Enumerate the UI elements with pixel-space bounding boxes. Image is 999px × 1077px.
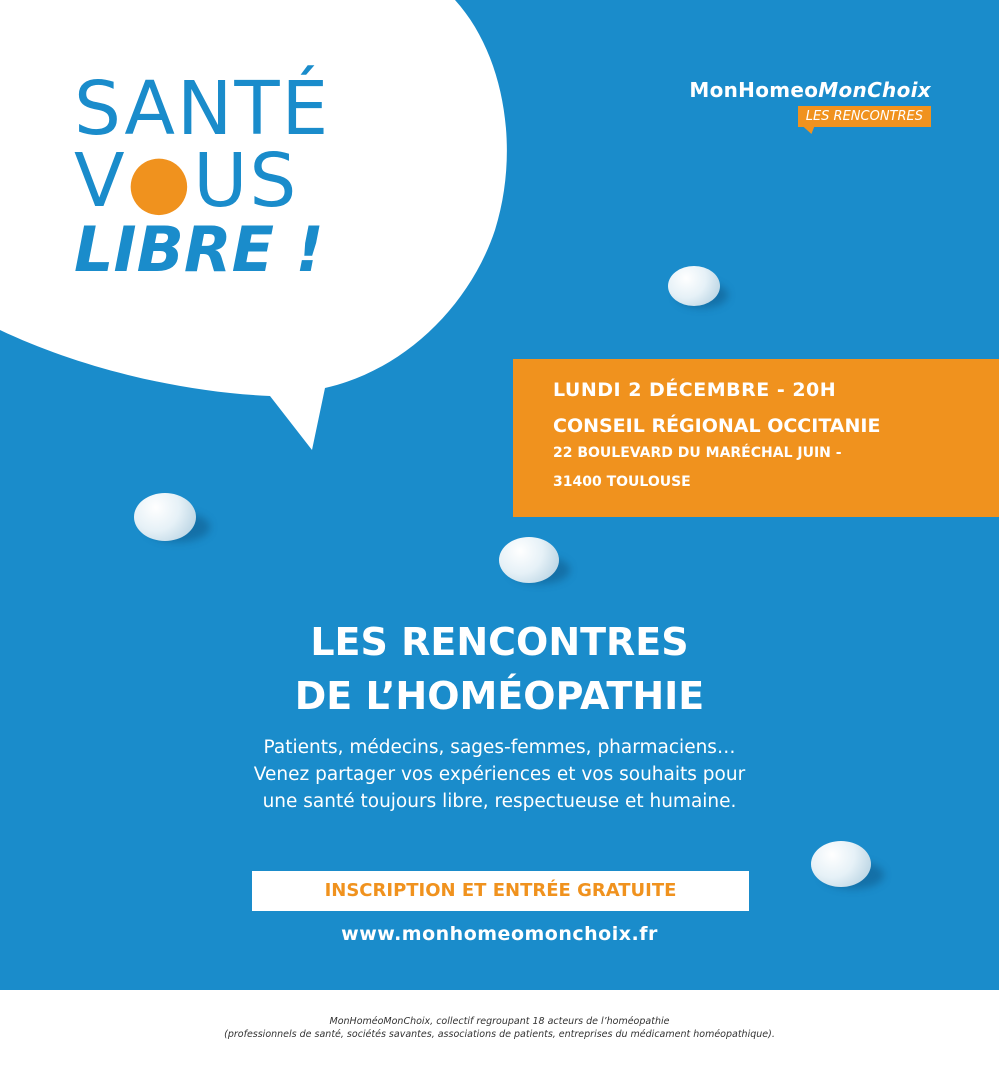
event-venue: CONSEIL RÉGIONAL OCCITANIE <box>553 415 881 437</box>
orange-o-dot: ● <box>126 138 194 224</box>
title-vous: V●US <box>74 138 299 224</box>
main-title <box>74 66 331 286</box>
event-address-line2: 31400 TOULOUSE <box>553 474 691 490</box>
title-libre: LIBRE ! <box>74 213 324 286</box>
headline-line1: LES RENCONTRES <box>310 620 689 664</box>
brand-name: MonHomeoMonChoix <box>689 78 931 102</box>
event-date-time: LUNDI 2 DÉCEMBRE - 20H <box>553 379 837 401</box>
pill-ball <box>134 493 196 541</box>
headline <box>0 615 999 723</box>
event-address-line1: 22 BOULEVARD DU MARÉCHAL JUIN - <box>553 445 842 461</box>
pill-ball <box>668 266 720 306</box>
pill-ball <box>811 841 871 887</box>
description-line: une santé toujours libre, respectueuse et humaine. <box>262 791 737 812</box>
footer-line: (professionnels de santé, sociétés savantes, associations de patients, entreprises du médicament homéopathique). <box>224 1029 775 1040</box>
website-link[interactable]: www.monhomeomonchoix.fr <box>341 923 658 945</box>
headline-line2: DE L’HOMÉOPATHIE <box>294 674 705 718</box>
title-sante: SANTÉ <box>74 66 331 152</box>
footer-note <box>0 1015 999 1041</box>
description-line: Patients, médecins, sages-femmes, pharmaciens… <box>263 737 736 758</box>
event-info-box <box>513 359 999 517</box>
brand-logo <box>689 78 931 127</box>
registration-banner: INSCRIPTION ET ENTRÉE GRATUITE <box>252 871 749 911</box>
description <box>0 734 999 815</box>
brand-tag: LES RENCONTRES <box>798 106 931 127</box>
pill-ball <box>499 537 559 583</box>
footer-line: MonHoméoMonChoix, collectif regroupant 18 acteurs de l’homéopathie <box>329 1016 670 1027</box>
description-line: Venez partager vos expériences et vos souhaits pour <box>253 764 746 785</box>
